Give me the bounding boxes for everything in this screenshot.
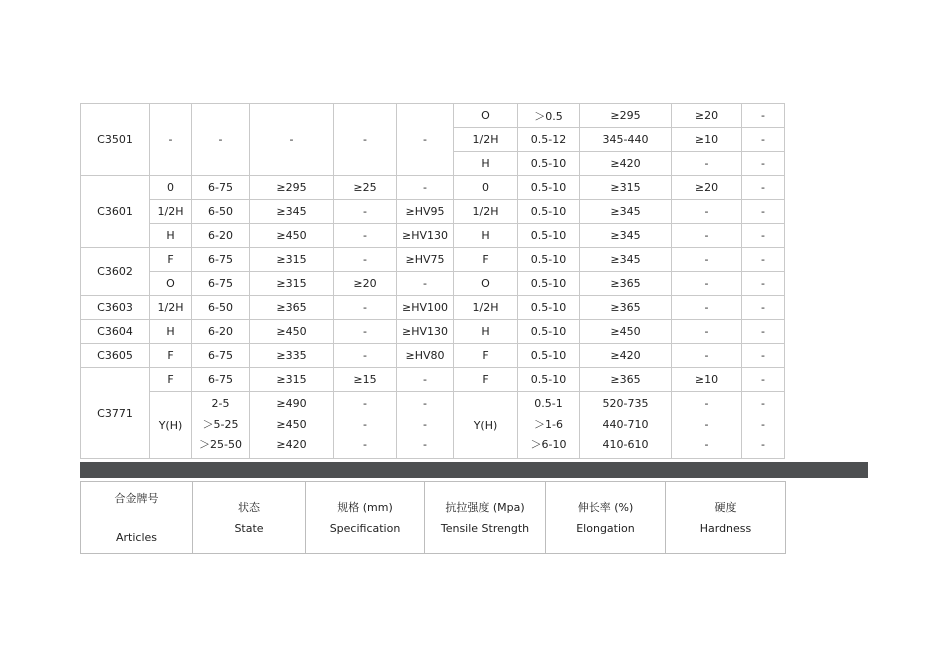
table-cell: 0.5-12 xyxy=(518,128,580,152)
cell-line: ＞6-10 xyxy=(530,438,567,451)
table-cell: ≥10 xyxy=(672,128,742,152)
table-cell: 6-50 xyxy=(192,296,250,320)
table-cell: - xyxy=(672,296,742,320)
table-cell: - xyxy=(334,296,397,320)
table-cell: Y(H) xyxy=(454,392,518,459)
header-zh: 规格 (mm) xyxy=(337,500,393,514)
table-cell: O xyxy=(150,272,192,296)
header-en: Articles xyxy=(115,530,158,544)
table-cell: 0.5-10 xyxy=(518,224,580,248)
table-cell: ≥20 xyxy=(672,176,742,200)
table-row xyxy=(81,200,785,224)
cell-line: 520-735 xyxy=(602,397,649,410)
table-cell: 1/2H xyxy=(454,200,518,224)
table-cell: ≥450 xyxy=(250,320,334,344)
table-cell: H xyxy=(454,152,518,176)
table-cell: - xyxy=(742,296,785,320)
cell-line: 440-710 xyxy=(602,417,649,431)
table-cell: - xyxy=(397,368,454,392)
table-cell: - xyxy=(742,128,785,152)
table-row xyxy=(81,176,785,200)
table-cell: 0.5-10 xyxy=(518,152,580,176)
table-cell: C3771 xyxy=(81,368,150,459)
header-en: Hardness xyxy=(699,521,752,535)
cell-line: ＞5-25 xyxy=(202,417,239,431)
table-cell: 6-20 xyxy=(192,224,250,248)
cell-line: - xyxy=(761,417,765,431)
table-cell: 0.5-10 xyxy=(518,296,580,320)
header-state xyxy=(193,482,306,554)
table-cell: F xyxy=(150,344,192,368)
table-row xyxy=(81,272,785,296)
table-cell: ≥HV130 xyxy=(397,224,454,248)
table-row xyxy=(81,320,785,344)
table-cell: 1/2H xyxy=(454,296,518,320)
cell-line: - xyxy=(363,438,367,451)
table-cell: ≥295 xyxy=(250,176,334,200)
table-cell: C3604 xyxy=(81,320,150,344)
cell-line: - xyxy=(704,397,709,410)
table-cell: 6-75 xyxy=(192,344,250,368)
table-cell: 0.5-10 xyxy=(518,248,580,272)
table-cell: - xyxy=(672,320,742,344)
table-cell xyxy=(580,392,672,459)
header-row xyxy=(81,482,786,554)
header-en: Elongation xyxy=(576,521,635,535)
table-cell: - xyxy=(150,104,192,176)
table-cell: ≥315 xyxy=(250,368,334,392)
table-cell: ≥15 xyxy=(334,368,397,392)
table-cell: ≥365 xyxy=(580,296,672,320)
table-cell xyxy=(250,392,334,459)
table-cell: - xyxy=(742,248,785,272)
header-zh: 硬度 xyxy=(714,500,737,514)
table-cell: ≥365 xyxy=(250,296,334,320)
table-cell: Y(H) xyxy=(150,392,192,459)
table-cell xyxy=(518,392,580,459)
table-cell xyxy=(334,392,397,459)
table-cell: 1/2H xyxy=(150,200,192,224)
table-cell: ≥20 xyxy=(334,272,397,296)
table-row xyxy=(81,104,785,128)
table-cell xyxy=(397,392,454,459)
section-divider-band xyxy=(80,462,868,478)
table-cell: - xyxy=(672,272,742,296)
table-row xyxy=(81,368,785,392)
table-cell: ≥365 xyxy=(580,272,672,296)
table-cell: 1/2H xyxy=(150,296,192,320)
cell-line: - xyxy=(363,417,367,431)
table-cell: - xyxy=(742,320,785,344)
table-cell: ≥295 xyxy=(580,104,672,128)
table-cell: F xyxy=(150,368,192,392)
table-cell: - xyxy=(742,104,785,128)
table-cell: 0.5-10 xyxy=(518,176,580,200)
table-cell: - xyxy=(250,104,334,176)
table-cell: 6-50 xyxy=(192,200,250,224)
table-cell: - xyxy=(334,320,397,344)
table-cell: 6-75 xyxy=(192,272,250,296)
cell-line: - xyxy=(423,397,427,410)
header-zh: 伸长率 (%) xyxy=(577,500,634,514)
table-cell: - xyxy=(742,152,785,176)
table-cell: - xyxy=(334,104,397,176)
cell-line: ≥420 xyxy=(276,438,307,451)
table-cell: 0.5-10 xyxy=(518,320,580,344)
table-cell: 6-75 xyxy=(192,176,250,200)
header-articles xyxy=(81,482,193,554)
cell-line: ＞25-50 xyxy=(199,438,242,451)
table-cell: ≥420 xyxy=(580,344,672,368)
table-cell: C3605 xyxy=(81,344,150,368)
table-cell: 345-440 xyxy=(580,128,672,152)
table-cell: - xyxy=(742,224,785,248)
table-cell: ≥345 xyxy=(580,248,672,272)
table-cell: 0.5-10 xyxy=(518,200,580,224)
table-cell: ≥315 xyxy=(250,272,334,296)
table-cell: - xyxy=(672,200,742,224)
table-cell: H xyxy=(150,224,192,248)
table-cell: - xyxy=(397,104,454,176)
cell-line: - xyxy=(761,397,765,410)
table-row xyxy=(81,344,785,368)
table-cell: ≥315 xyxy=(580,176,672,200)
header-specification xyxy=(306,482,425,554)
table-cell: - xyxy=(742,272,785,296)
header-en: Specification xyxy=(329,521,401,535)
header-zh: 抗拉强度 (Mpa) xyxy=(445,500,525,514)
table-cell: - xyxy=(334,200,397,224)
table-cell: - xyxy=(742,200,785,224)
cell-line: 0.5-1 xyxy=(534,397,563,410)
table-cell: H xyxy=(150,320,192,344)
table-body xyxy=(81,104,785,459)
table-cell: ≥20 xyxy=(672,104,742,128)
table-cell: 6-75 xyxy=(192,248,250,272)
table-cell: - xyxy=(334,248,397,272)
table-cell: O xyxy=(454,272,518,296)
table-cell: 0.5-10 xyxy=(518,272,580,296)
table-cell: - xyxy=(672,152,742,176)
table-row xyxy=(81,248,785,272)
table-cell: C3601 xyxy=(81,176,150,248)
table-cell: F xyxy=(454,344,518,368)
table-cell: ≥10 xyxy=(672,368,742,392)
table-cell: - xyxy=(742,176,785,200)
table-cell: 0.5-10 xyxy=(518,344,580,368)
table-cell: ≥315 xyxy=(250,248,334,272)
cell-line: - xyxy=(704,438,709,451)
table-cell: ≥HV130 xyxy=(397,320,454,344)
table-cell: - xyxy=(397,176,454,200)
cell-line: ≥490 xyxy=(276,397,307,410)
header-tensile-strength xyxy=(425,482,546,554)
header-en: Tensile Strength xyxy=(440,521,530,535)
table-cell: ≥335 xyxy=(250,344,334,368)
table-cell: - xyxy=(672,224,742,248)
header-zh: 合金牌号 xyxy=(114,491,159,505)
header-elongation xyxy=(546,482,666,554)
header-en: State xyxy=(234,521,264,535)
table-row xyxy=(81,224,785,248)
table-cell: - xyxy=(397,272,454,296)
table-row xyxy=(81,296,785,320)
table-cell: - xyxy=(672,248,742,272)
table-cell: 1/2H xyxy=(454,128,518,152)
table-cell: ＞0.5 xyxy=(518,104,580,128)
table-cell: F xyxy=(454,368,518,392)
table-cell: ≥345 xyxy=(580,200,672,224)
header-hardness xyxy=(666,482,786,554)
table-cell: C3603 xyxy=(81,296,150,320)
table-cell: 0 xyxy=(454,176,518,200)
table-cell: F xyxy=(454,248,518,272)
alloy-properties-table xyxy=(80,103,785,459)
table-cell xyxy=(672,392,742,459)
table-cell xyxy=(192,392,250,459)
cell-line: - xyxy=(363,397,367,410)
cell-line: ≥450 xyxy=(276,417,307,431)
table-cell: 0.5-10 xyxy=(518,368,580,392)
table-cell: ≥HV95 xyxy=(397,200,454,224)
cell-line: ＞1-6 xyxy=(534,417,563,431)
cell-line: - xyxy=(704,417,709,431)
cell-line: - xyxy=(423,438,427,451)
table-row xyxy=(81,392,785,459)
table-cell: ≥HV80 xyxy=(397,344,454,368)
table-cell: F xyxy=(150,248,192,272)
table-cell: - xyxy=(192,104,250,176)
table-cell: 0 xyxy=(150,176,192,200)
cell-line: - xyxy=(423,417,427,431)
table-cell: ≥450 xyxy=(580,320,672,344)
table-cell: 6-20 xyxy=(192,320,250,344)
table-cell: ≥450 xyxy=(250,224,334,248)
cell-line: - xyxy=(761,438,765,451)
column-header-table xyxy=(80,481,786,554)
table-cell xyxy=(742,392,785,459)
table-cell: ≥365 xyxy=(580,368,672,392)
cell-line: 2-5 xyxy=(211,397,230,410)
table-cell: - xyxy=(672,344,742,368)
table-cell: C3602 xyxy=(81,248,150,296)
cell-line: 410-610 xyxy=(602,438,649,451)
table-cell: ≥345 xyxy=(580,224,672,248)
table-cell: - xyxy=(334,344,397,368)
table-cell: - xyxy=(742,344,785,368)
table-cell: ≥420 xyxy=(580,152,672,176)
table-cell: H xyxy=(454,224,518,248)
header-zh: 状态 xyxy=(238,500,260,514)
table-cell: - xyxy=(334,224,397,248)
table-cell: - xyxy=(742,368,785,392)
table-cell: O xyxy=(454,104,518,128)
table-cell: ≥25 xyxy=(334,176,397,200)
table-cell: ≥HV100 xyxy=(397,296,454,320)
table-cell: H xyxy=(454,320,518,344)
table-cell: ≥345 xyxy=(250,200,334,224)
table-cell: ≥HV75 xyxy=(397,248,454,272)
table-cell: C3501 xyxy=(81,104,150,176)
table-cell: 6-75 xyxy=(192,368,250,392)
